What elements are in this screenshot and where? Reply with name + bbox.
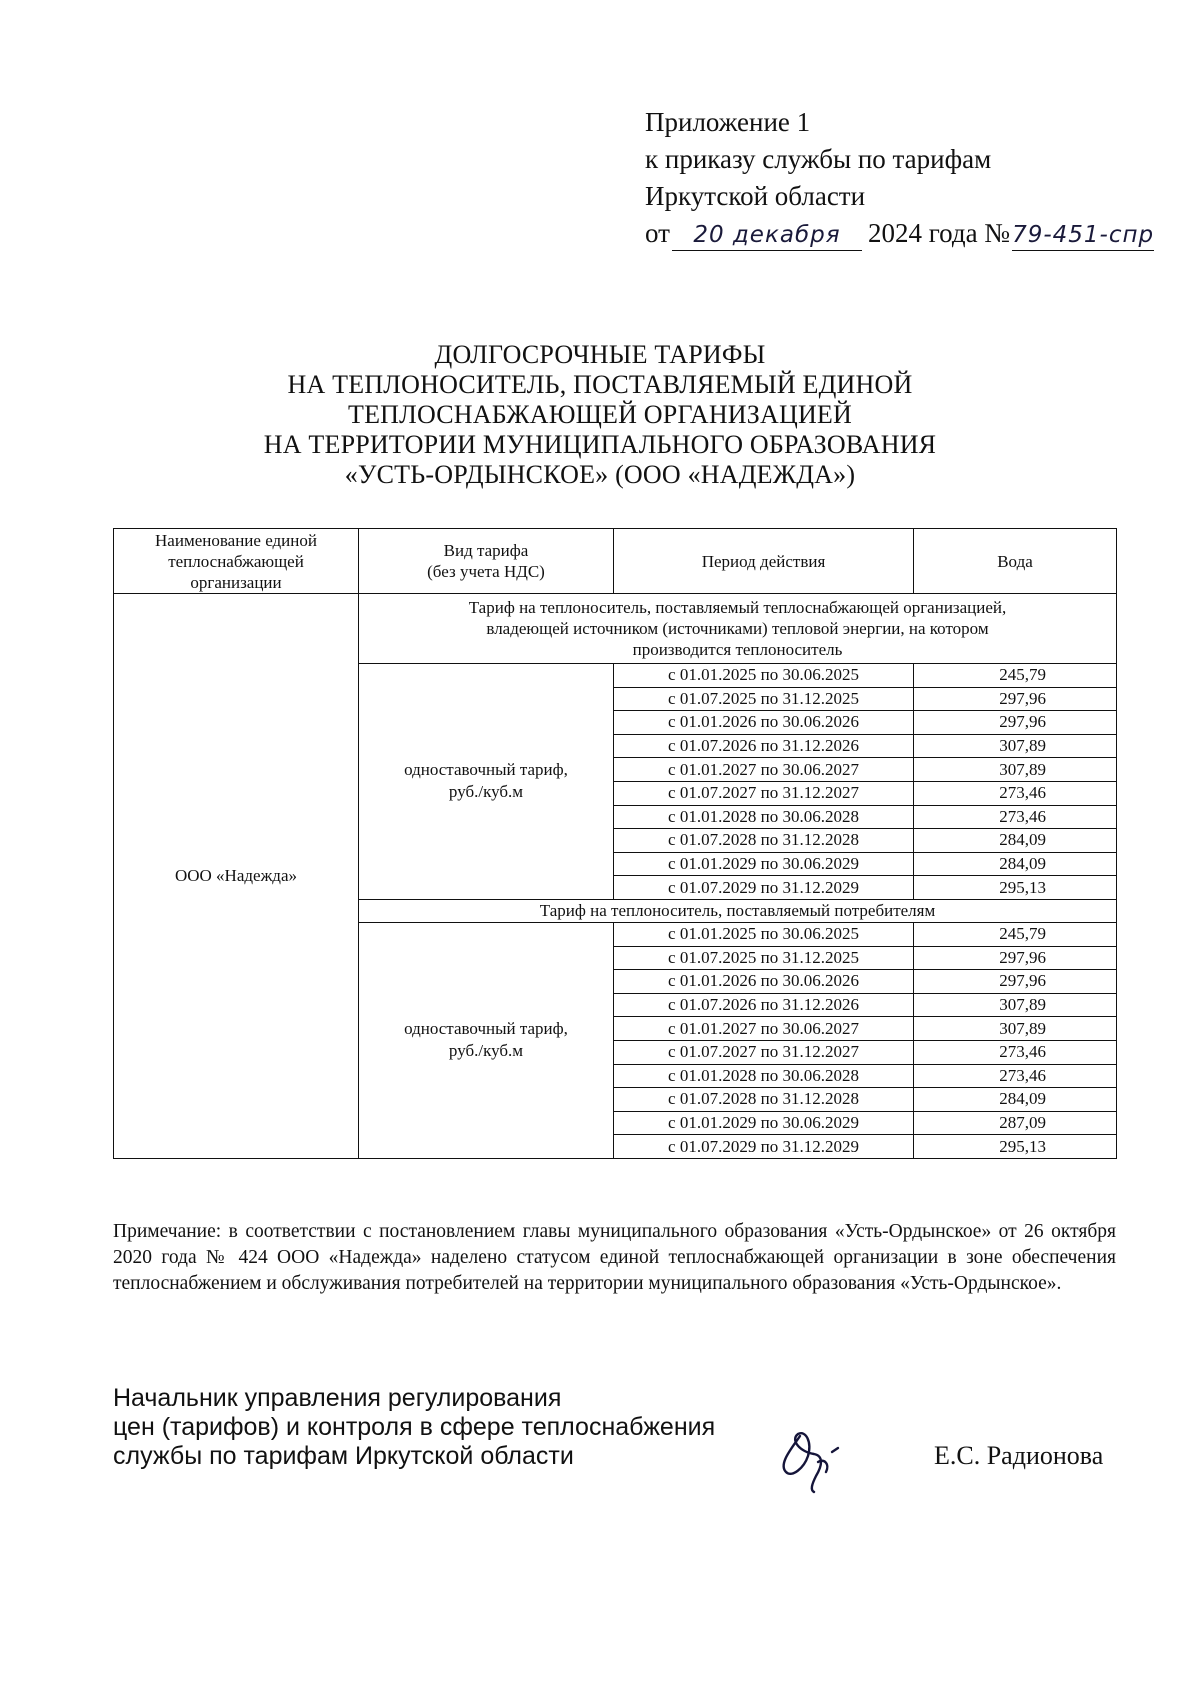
water-value-cell: 284,09 xyxy=(914,1088,1117,1112)
note-paragraph: Примечание: в соответствии с постановлением главы муниципального образования «Усть-Ордынское» от 26 октября 2020 года № 424 ООО «Надежда» наделено статусом единой теплоснабжающей организации в зоне обеспечения теплоснабжением и обслуживания потребителей на территории муниципального образования «Усть-Ордынское». xyxy=(113,1221,1116,1294)
water-value-cell: 295,13 xyxy=(914,1135,1117,1159)
appendix-line-2: к приказу службы по тарифам xyxy=(645,144,992,174)
position-line-2: цен (тарифов) и контроля в сфере теплоснабжения xyxy=(113,1413,716,1441)
section-2-kind-line-2: руб./куб.м xyxy=(448,1041,524,1061)
water-value-cell: 297,96 xyxy=(914,687,1117,711)
period-cell: с 01.01.2026 по 30.06.2026 xyxy=(614,970,914,994)
section-2-kind-line-1: одноставочный тариф, xyxy=(404,1019,568,1039)
period-cell: с 01.01.2029 по 30.06.2029 xyxy=(614,852,914,876)
year-text: 2024 года № xyxy=(867,218,1011,248)
period-cell: с 01.07.2027 по 31.12.2027 xyxy=(614,781,914,805)
position-line-1: Начальник управления регулирования xyxy=(113,1384,562,1412)
header-org-line-2: теплоснабжающей xyxy=(168,551,304,571)
section-2-title: Тариф на теплоноситель, поставляемый потребителям xyxy=(359,899,1117,922)
water-value-cell: 273,46 xyxy=(914,781,1117,805)
period-cell: с 01.01.2029 по 30.06.2029 xyxy=(614,1111,914,1135)
header-org-line-3: организации xyxy=(190,572,282,592)
appendix-date-line xyxy=(645,215,1154,252)
section-1-title-row xyxy=(114,594,1117,664)
table-header-row xyxy=(114,529,1117,594)
period-cell: с 01.07.2026 по 31.12.2026 xyxy=(614,734,914,758)
water-value-cell: 273,46 xyxy=(914,1040,1117,1064)
from-label: от xyxy=(645,218,670,248)
header-water: Вода xyxy=(914,529,1117,594)
period-cell: с 01.07.2028 по 31.12.2028 xyxy=(614,1088,914,1112)
header-kind-line-1: Вид тарифа xyxy=(443,541,529,560)
period-cell: с 01.07.2029 по 31.12.2029 xyxy=(614,876,914,900)
period-cell: с 01.07.2028 по 31.12.2028 xyxy=(614,829,914,853)
header-period: Период действия xyxy=(614,529,914,594)
water-value-cell: 307,89 xyxy=(914,993,1117,1017)
period-cell: с 01.01.2025 по 30.06.2025 xyxy=(614,922,914,946)
period-cell: с 01.07.2025 по 31.12.2025 xyxy=(614,946,914,970)
period-cell: с 01.07.2029 по 31.12.2029 xyxy=(614,1135,914,1159)
period-cell: с 01.01.2026 по 30.06.2026 xyxy=(614,711,914,735)
document-title xyxy=(0,340,1200,490)
period-cell: с 01.01.2028 по 30.06.2028 xyxy=(614,1064,914,1088)
tariff-table xyxy=(113,528,1117,1159)
section-1-tariff-kind xyxy=(359,664,614,900)
appendix-line-1: Приложение 1 xyxy=(645,107,811,137)
section-1-kind-line-1: одноставочный тариф, xyxy=(404,760,568,780)
water-value-cell: 273,46 xyxy=(914,805,1117,829)
period-cell: с 01.01.2028 по 30.06.2028 xyxy=(614,805,914,829)
section-1-kind-line-2: руб./куб.м xyxy=(448,782,524,802)
period-cell: с 01.01.2027 по 30.06.2027 xyxy=(614,1017,914,1041)
handwritten-signature xyxy=(770,1418,850,1496)
header-org-line-1: Наименование единой xyxy=(155,530,317,550)
section-1-title xyxy=(359,594,1117,664)
header-kind-line-2: (без учета НДС) xyxy=(427,562,545,581)
water-value-cell: 284,09 xyxy=(914,852,1117,876)
appendix-line-3: Иркутской области xyxy=(645,181,866,211)
header-tariff-kind xyxy=(359,529,614,594)
section-1-title-line-3: производится теплоноситель xyxy=(632,640,843,659)
title-line-5: «УСТЬ-ОРДЫНСКОЕ» (ООО «НАДЕЖДА») xyxy=(344,460,856,489)
water-value-cell: 245,79 xyxy=(914,664,1117,688)
section-1-title-line-2: владеющей источником (источниками) тепловой энергии, на котором xyxy=(486,619,989,638)
title-line-1: ДОЛГОСРОЧНЫЕ ТАРИФЫ xyxy=(434,340,766,369)
water-value-cell: 297,96 xyxy=(914,946,1117,970)
period-cell: с 01.07.2026 по 31.12.2026 xyxy=(614,993,914,1017)
water-value-cell: 284,09 xyxy=(914,829,1117,853)
period-cell: с 01.01.2025 по 30.06.2025 xyxy=(614,664,914,688)
signer-name: Е.С. Радионова xyxy=(934,1441,1104,1470)
water-value-cell: 245,79 xyxy=(914,922,1117,946)
header-organization xyxy=(114,529,359,594)
water-value-cell: 297,96 xyxy=(914,970,1117,994)
period-cell: с 01.07.2027 по 31.12.2027 xyxy=(614,1040,914,1064)
handwritten-date: 20 декабря xyxy=(672,220,862,251)
water-value-cell: 287,09 xyxy=(914,1111,1117,1135)
water-value-cell: 307,89 xyxy=(914,758,1117,782)
appendix-header xyxy=(645,104,1154,252)
handwritten-order-number: 79-451-спр xyxy=(1012,220,1154,251)
section-1-title-line-1: Тариф на теплоноситель, поставляемый теплоснабжающей организацией, xyxy=(468,598,1007,617)
section-2-tariff-kind xyxy=(359,922,614,1158)
water-value-cell: 297,96 xyxy=(914,711,1117,735)
organization-cell: ООО «Надежда» xyxy=(114,594,359,1159)
period-cell: с 01.01.2027 по 30.06.2027 xyxy=(614,758,914,782)
water-value-cell: 307,89 xyxy=(914,1017,1117,1041)
title-line-2: НА ТЕПЛОНОСИТЕЛЬ, ПОСТАВЛЯЕМЫЙ ЕДИНОЙ xyxy=(287,370,913,399)
title-line-3: ТЕПЛОСНАБЖАЮЩЕЙ ОРГАНИЗАЦИЕЙ xyxy=(347,400,852,429)
signatory-position xyxy=(113,1384,715,1471)
water-value-cell: 295,13 xyxy=(914,876,1117,900)
period-cell: с 01.07.2025 по 31.12.2025 xyxy=(614,687,914,711)
water-value-cell: 273,46 xyxy=(914,1064,1117,1088)
title-line-4: НА ТЕРРИТОРИИ МУНИЦИПАЛЬНОГО ОБРАЗОВАНИЯ xyxy=(263,430,937,459)
position-line-3: службы по тарифам Иркутской области xyxy=(113,1442,574,1470)
water-value-cell: 307,89 xyxy=(914,734,1117,758)
